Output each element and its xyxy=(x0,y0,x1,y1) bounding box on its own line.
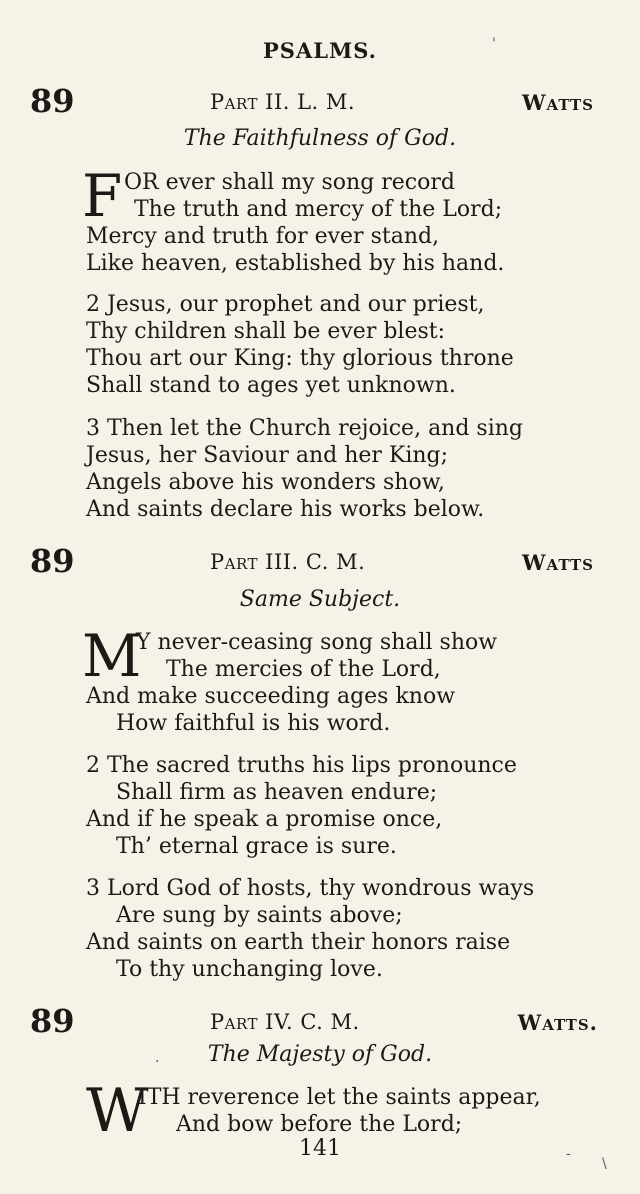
verse-line: Shall stand to ages yet unknown. xyxy=(86,373,456,398)
page-header: PSALMS. xyxy=(263,38,377,63)
verse-line: Y never-ceasing song shall show xyxy=(136,630,498,655)
verse-line: ITH reverence let the saints appear, xyxy=(138,1085,541,1110)
drop-cap: W xyxy=(86,1076,148,1146)
stanza xyxy=(86,415,626,523)
print-speck: . xyxy=(155,1050,160,1066)
print-speck: ' xyxy=(492,36,496,52)
drop-cap: M xyxy=(82,622,142,690)
hymn-meter: Part III. C. M. xyxy=(210,550,366,574)
verse-line: Jesus, her Saviour and her King; xyxy=(86,443,449,468)
drop-cap: F xyxy=(82,162,123,230)
verse-line: Angels above his wonders show, xyxy=(86,470,445,495)
verse-line: To thy unchanging love. xyxy=(116,957,383,982)
hymn-subtitle: The Faithfulness of God. xyxy=(183,126,457,151)
hymn-number: 89 xyxy=(30,542,75,580)
verse-line: And if he speak a promise once, xyxy=(86,807,443,832)
stanza xyxy=(86,291,626,399)
print-speck: - xyxy=(566,1146,571,1162)
hymn-author: Watts. xyxy=(517,1010,598,1035)
hymn-subtitle: The Majesty of God. xyxy=(207,1042,433,1067)
verse-line: 3 Then let the Church rejoice, and sing xyxy=(86,416,524,441)
verse-line: The mercies of the Lord, xyxy=(166,657,441,682)
hymn-number: 89 xyxy=(30,82,75,120)
hymn-meter: Part II. L. M. xyxy=(210,90,356,114)
stanza xyxy=(82,622,626,737)
verse-line: How faithful is his word. xyxy=(116,711,391,736)
verse-line: The truth and mercy of the Lord; xyxy=(134,197,503,222)
verse-line: Thou art our King: thy glorious throne xyxy=(86,346,514,371)
verse-line: 2 Jesus, our prophet and our priest, xyxy=(86,292,485,317)
verse-line: 2 The sacred truths his lips pronounce xyxy=(86,753,517,778)
verse-line: 3 Lord God of hosts, thy wondrous ways xyxy=(86,876,535,901)
verse-line: Like heaven, established by his hand. xyxy=(86,251,505,276)
verse-line: Shall firm as heaven endure; xyxy=(116,780,438,805)
hymn-number: 89 xyxy=(30,1002,75,1040)
hymn-author: Watts xyxy=(521,90,594,115)
hymn-heading xyxy=(0,82,640,126)
verse-line: And make succeeding ages know xyxy=(86,684,456,709)
verse-line: Th’ eternal grace is sure. xyxy=(116,834,397,859)
verse-line: And bow before the Lord; xyxy=(176,1112,463,1137)
verse-line: Are sung by saints above; xyxy=(116,903,403,928)
verse-line: Thy children shall be ever blest: xyxy=(86,319,446,344)
verse-line: OR ever shall my song record xyxy=(124,170,455,195)
verse-line: And saints declare his works below. xyxy=(86,497,485,522)
stanza xyxy=(86,1076,630,1146)
stanza xyxy=(86,752,626,860)
hymn-heading xyxy=(0,542,640,586)
verse-line: And saints on earth their honors raise xyxy=(86,930,511,955)
print-speck: \ xyxy=(602,1156,607,1172)
hymn-subtitle: Same Subject. xyxy=(239,587,401,612)
hymn-meter: Part IV. C. M. xyxy=(210,1010,360,1034)
stanza xyxy=(82,162,626,277)
page-number: 141 xyxy=(299,1136,341,1161)
verse-line: Mercy and truth for ever stand, xyxy=(86,224,440,249)
hymn-heading xyxy=(0,1002,640,1046)
hymn-author: Watts xyxy=(521,550,594,575)
stanza xyxy=(86,875,626,983)
